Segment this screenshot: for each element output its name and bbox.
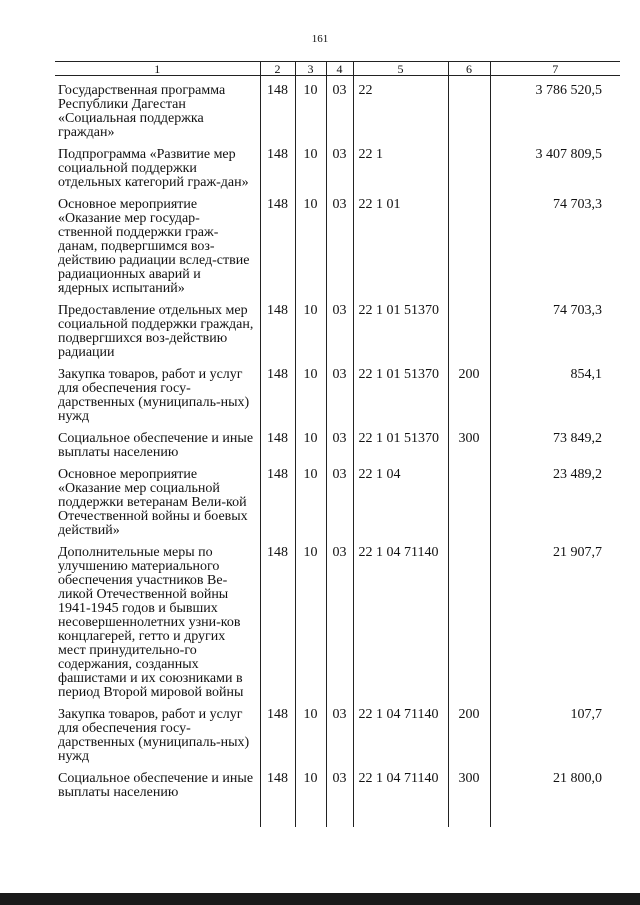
table-row [55,460,620,538]
row-description: Основное мероприятие «Оказание мер социальной поддержки ветеранам Вели-кой Отечественной войны и боевых действий» [58,467,248,538]
row-ministry-code: 148 [260,190,295,296]
table-row [55,190,620,296]
row-subsection: 03 [326,538,353,700]
row-section: 10 [295,140,326,190]
row-subsection: 03 [326,700,353,764]
row-amount: 107,7 [490,700,620,764]
budget-table [55,61,620,827]
row-subsection: 03 [326,140,353,190]
row-section: 10 [295,360,326,424]
row-description: Основное мероприятие «Оказание мер государ-ственной поддержки граж-данам, подвергшимся воз-действию радиации вслед-ствие радиационных аварий и ядерных испытаний» [58,197,250,296]
row-section: 10 [295,76,326,141]
row-target-article: 22 1 01 51370 [353,424,448,460]
row-description: Социальное обеспечение и иные выплаты населению [58,771,254,800]
row-ministry-code: 148 [260,296,295,360]
row-description: Государственная программа Республики Дагестан «Социальная поддержка граждан» [58,83,226,140]
table-row [55,140,620,190]
table-row [55,764,620,827]
row-section: 10 [295,538,326,700]
row-target-article: 22 1 04 71140 [353,538,448,700]
row-description: Закупка товаров, работ и услуг для обеспечения госу-дарственных (муниципаль-ных) нужд [58,707,250,764]
row-subsection: 03 [326,360,353,424]
row-amount: 3 786 520,5 [490,76,620,141]
row-description: Предоставление отдельных мер социальной поддержки граждан, подвергшихся воз-действию радиации [58,303,254,360]
row-subsection: 03 [326,190,353,296]
row-expense-type: 300 [448,764,490,827]
table-row [55,360,620,424]
row-amount: 74 703,3 [490,296,620,360]
row-expense-type: 300 [448,424,490,460]
row-ministry-code: 148 [260,700,295,764]
header-col-4: 4 [326,62,353,76]
row-description: Закупка товаров, работ и услуг для обеспечения госу-дарственных (муниципаль-ных) нужд [58,367,250,424]
row-subsection: 03 [326,764,353,827]
row-expense-type [448,460,490,538]
row-ministry-code: 148 [260,764,295,827]
table-row [55,700,620,764]
row-description: Дополнительные меры по улучшению материального обеспечения участников Ве-ликой Отечественной войны 1941-1945 годов и бывших несовершеннолетних узни-ков концлагерей, гетто и других мест принудительно-го содержания, созданных фашистами и их союзниками в период Второй мировой войны [58,545,244,700]
row-section: 10 [295,190,326,296]
table-row [55,424,620,460]
row-ministry-code: 148 [260,140,295,190]
row-expense-type: 200 [448,360,490,424]
row-section: 10 [295,700,326,764]
header-col-1: 1 [55,62,260,76]
row-section: 10 [295,764,326,827]
table-header-row [55,62,620,76]
row-amount: 3 407 809,5 [490,140,620,190]
row-ministry-code: 148 [260,76,295,141]
row-target-article: 22 1 01 [353,190,448,296]
row-target-article: 22 1 01 51370 [353,296,448,360]
row-expense-type: 200 [448,700,490,764]
row-ministry-code: 148 [260,460,295,538]
row-target-article: 22 1 04 [353,460,448,538]
row-ministry-code: 148 [260,424,295,460]
scan-edge-bar [0,893,640,905]
header-col-5: 5 [353,62,448,76]
row-description: Подпрограмма «Развитие мер социальной поддержки отдельных категорий граж-дан» [58,147,249,190]
row-amount: 73 849,2 [490,424,620,460]
row-subsection: 03 [326,296,353,360]
row-subsection: 03 [326,76,353,141]
row-target-article: 22 1 04 71140 [353,700,448,764]
row-expense-type [448,538,490,700]
table-row [55,538,620,700]
row-ministry-code: 148 [260,360,295,424]
row-description: Социальное обеспечение и иные выплаты населению [58,431,254,460]
row-amount: 854,1 [490,360,620,424]
row-section: 10 [295,296,326,360]
row-subsection: 03 [326,424,353,460]
table-row [55,76,620,141]
row-section: 10 [295,460,326,538]
header-col-6: 6 [448,62,490,76]
header-col-3: 3 [295,62,326,76]
row-expense-type [448,190,490,296]
row-amount: 21 907,7 [490,538,620,700]
row-amount: 21 800,0 [490,764,620,827]
row-section: 10 [295,424,326,460]
row-target-article: 22 1 04 71140 [353,764,448,827]
header-col-2: 2 [260,62,295,76]
row-expense-type [448,296,490,360]
page-number: 161 [311,33,329,45]
header-col-7: 7 [490,62,620,76]
row-amount: 74 703,3 [490,190,620,296]
row-expense-type [448,140,490,190]
row-subsection: 03 [326,460,353,538]
row-expense-type [448,76,490,141]
row-target-article: 22 1 01 51370 [353,360,448,424]
row-target-article: 22 [353,76,448,141]
row-target-article: 22 1 [353,140,448,190]
row-amount: 23 489,2 [490,460,620,538]
table-body [55,76,620,828]
row-ministry-code: 148 [260,538,295,700]
table-row [55,296,620,360]
